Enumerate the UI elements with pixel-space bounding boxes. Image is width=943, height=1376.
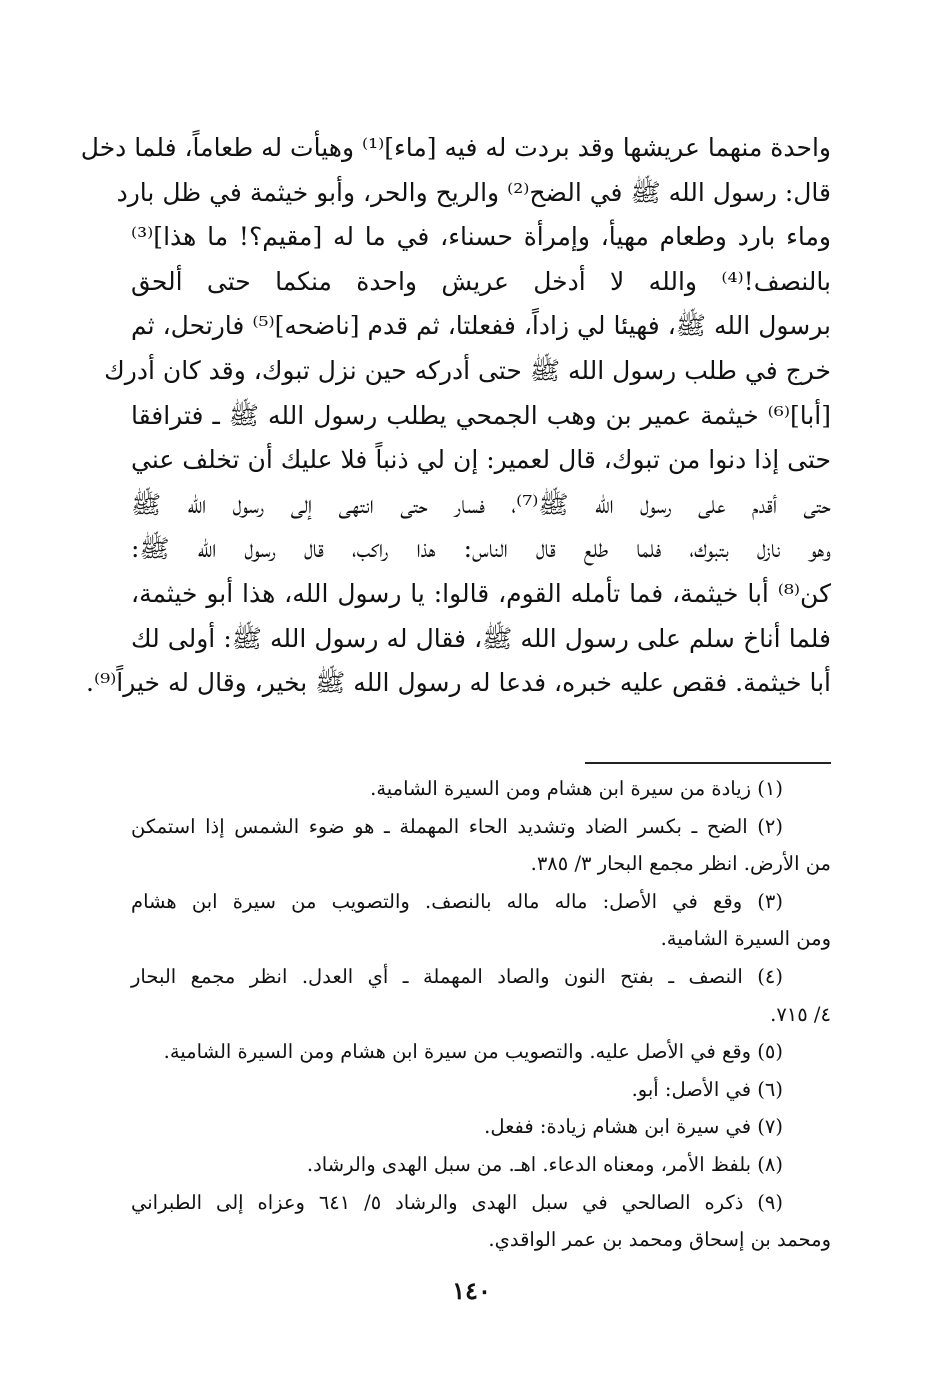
footnote-line: ٤/ ٧١٥. bbox=[770, 1002, 831, 1026]
footnote-line: ومن السيرة الشامية. bbox=[660, 927, 831, 951]
footnote-line: (٩) ذكره الصالحي في سبل الهدى والرشاد ٥/ ٦٤١ وعزاه إلى الطبراني bbox=[131, 1190, 783, 1214]
footnote-line: من الأرض. انظر مجمع البحار ٣/ ٣٨٥. bbox=[530, 852, 831, 876]
footnote-separator bbox=[585, 762, 831, 764]
main-text-line: حتى أقدم على رسول الله ﷺ⁽⁷⁾، فسار حتى انتهى إلى رسول الله ﷺ bbox=[131, 489, 831, 519]
main-text-line: فلما أناخ سلم على رسول الله ﷺ، فقال له رسول الله ﷺ: أولى لك bbox=[131, 623, 831, 653]
main-text-line: وماء بارد وطعام مهيأ، وإمرأة حسناء، في ما له [مقيم؟! ما هذا]⁽³⁾ bbox=[131, 222, 831, 252]
main-text-line: بالنصف!⁽⁴⁾ والله لا أدخل عريش واحدة منكما حتى ألحق bbox=[131, 266, 831, 296]
main-text-block bbox=[80, 126, 831, 706]
main-text-line: أبا خيثمة. فقص عليه خبره، فدعا له رسول الله ﷺ بخير، وقال له خيراً⁽⁹⁾. bbox=[86, 668, 831, 698]
main-text-line: حتى إذا دنوا من تبوك، قال لعمير: إن لي ذنباً فلا عليك أن تخلف عني bbox=[131, 445, 831, 475]
footnotes-block bbox=[131, 770, 831, 1259]
footnote-line: (٣) وقع في الأصل: ماله ماله بالنصف. والتصويب من سيرة ابن هشام bbox=[131, 889, 783, 913]
footnote-line: (١) زيادة من سيرة ابن هشام ومن السيرة الشامية. bbox=[370, 777, 783, 800]
footnote-line: (٤) النصف ـ بفتح النون والصاد المهملة ـ أي العدل. انظر مجمع البحار bbox=[131, 964, 783, 988]
main-text-line: وهو نازل بتبوك، فلما طلع قال الناس: هذا راكب، قال رسول الله ﷺ: bbox=[131, 534, 831, 564]
main-text-line: كن⁽⁸⁾ أبا خيثمة، فما تأمله القوم، قالوا: يا رسول الله، هذا أبو خيثمة، bbox=[131, 578, 831, 608]
footnote-line: (٧) في سيرة ابن هشام زيادة: ففعل. bbox=[484, 1115, 783, 1139]
footnote-line: ومحمد بن إسحاق ومحمد بن عمر الواقدي. bbox=[488, 1228, 831, 1252]
footnote-line: (٨) بلفظ الأمر، ومعناه الدعاء. اهـ. من سبل الهدى والرشاد. bbox=[306, 1152, 783, 1176]
main-text-line: خرج في طلب رسول الله ﷺ حتى أدركه حين نزل تبوك، وقد كان أدرك bbox=[104, 355, 831, 385]
main-text-line: واحدة منهما عريشها وقد بردت له فيه [ماء]⁽¹⁾ وهيأت له طعاماً، فلما دخل bbox=[80, 133, 831, 162]
main-text-line: قال: رسول الله ﷺ في الضح⁽²⁾ والريح والحر، وأبو خيثمة في ظل بارد bbox=[116, 177, 831, 207]
main-text-line: برسول الله ﷺ، فهيئا لي زاداً، ففعلتا، ثم قدم [ناضحه]⁽⁵⁾ فارتحل، ثم bbox=[131, 311, 831, 341]
footnote-line: (٥) وقع في الأصل عليه. والتصويب من سيرة ابن هشام ومن السيرة الشامية. bbox=[163, 1040, 783, 1064]
footnote-line: (٢) الضح ـ بكسر الضاد وتشديد الحاء المهملة ـ هو ضوء الشمس إذا استمكن bbox=[131, 814, 783, 838]
footnote-line: (٦) في الأصل: أبو. bbox=[631, 1077, 783, 1101]
main-text-line: [أبا]⁽⁶⁾ خيثمة عمير بن وهب الجمحي يطلب رسول الله ﷺ ـ فترافقا bbox=[131, 400, 831, 430]
page-number: ١٤٠ bbox=[452, 1276, 491, 1305]
